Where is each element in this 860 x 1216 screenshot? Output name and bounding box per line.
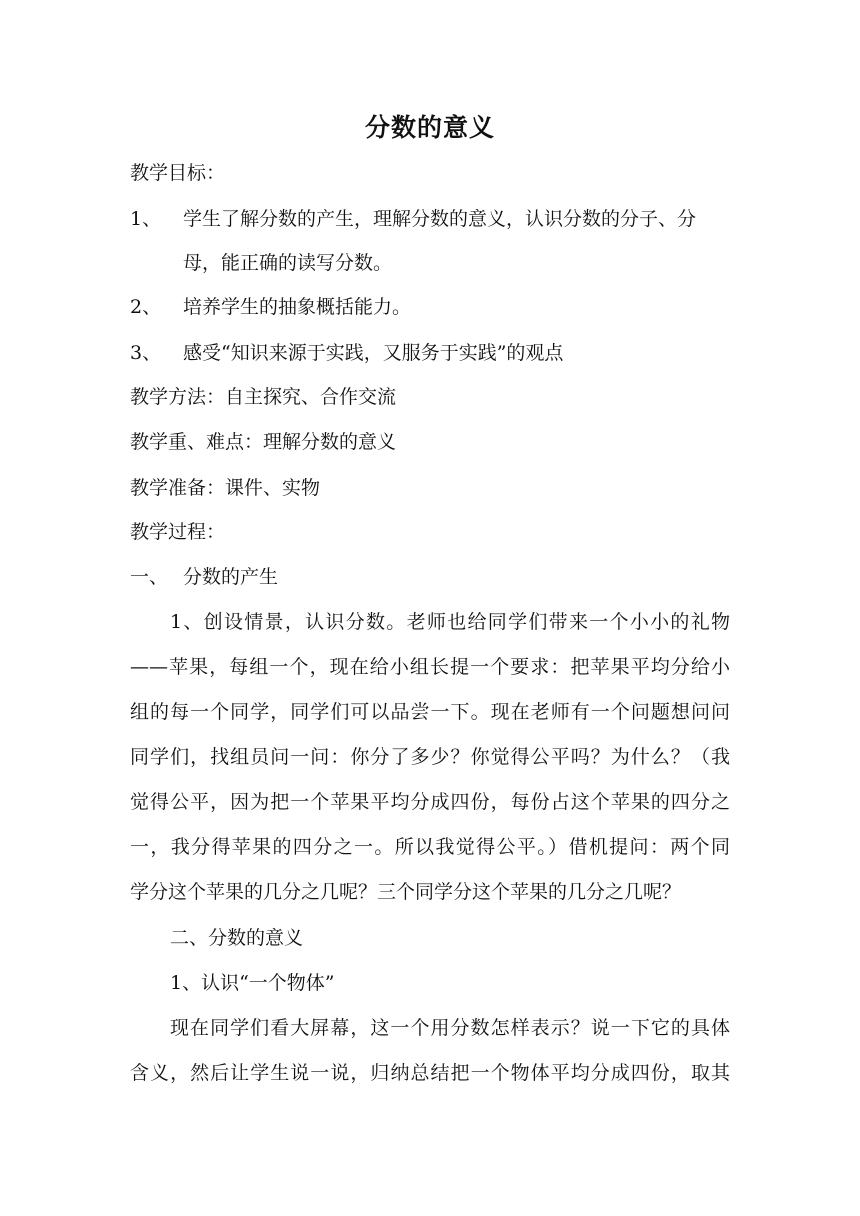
paragraph-1-line-2: ——苹果，每组一个，现在给小组长提一个要求：把苹果平均分给小 xyxy=(130,656,730,678)
document-title: 分数的意义 xyxy=(364,113,495,142)
goal-text-line: 学生了解分数的产生，理解分数的意义，认识分数的分子、分 xyxy=(183,208,697,230)
paragraph-1-line-1: 1、创设情景，认识分数。老师也给同学们带来一个小小的礼物 xyxy=(170,611,730,633)
process-heading: 教学过程： xyxy=(130,521,226,543)
paragraph-1-line-6: 一，我分得苹果的四分之一。所以我觉得公平。）借机提问：两个同 xyxy=(130,836,730,858)
paragraph-2-line-1: 现在同学们看大屏幕，这一个用分数怎样表示？说一下它的具体 xyxy=(170,1017,730,1039)
section-1-heading xyxy=(130,561,730,593)
paragraph-2-line-2: 含义，然后让学生说一说，归纳总结把一个物体平均分成四份，取其 xyxy=(130,1062,730,1084)
goal-number: 2、 xyxy=(130,296,162,318)
goal-item-2 xyxy=(130,291,730,323)
paragraph-1-line-5: 觉得公平，因为把一个苹果平均分成四份，每份占这个苹果的四分之 xyxy=(130,791,730,813)
goals-heading: 教学目标： xyxy=(130,162,226,184)
goal-number: 1、 xyxy=(130,208,162,230)
paragraph-1-line-3: 组的每一个同学，同学们可以品尝一下。现在老师有一个问题想问问 xyxy=(130,701,730,723)
goal-text-line: 培养学生的抽象概括能力。 xyxy=(183,296,412,318)
key-points: 教学重、难点：理解分数的意义 xyxy=(130,431,397,453)
paragraph-1-line-7: 学分这个苹果的几分之几呢？三个同学分这个苹果的几分之几呢？ xyxy=(130,881,682,903)
section-2-heading: 二、分数的意义 xyxy=(170,927,304,949)
goal-item-1-continuation: 母，能正确的读写分数。 xyxy=(183,252,393,274)
teaching-preparation: 教学准备：课件、实物 xyxy=(130,477,321,499)
section-title: 分数的产生 xyxy=(183,566,279,588)
section-number: 一、 xyxy=(130,566,169,588)
goal-item-1 xyxy=(130,203,730,235)
goal-number: 3、 xyxy=(130,342,162,364)
paragraph-1-line-4: 同学们，找组员问一问：你分了多少？你觉得公平吗？为什么？（我 xyxy=(130,746,730,768)
teaching-method: 教学方法：自主探究、合作交流 xyxy=(130,386,397,408)
goal-text-line: 感受“知识来源于实践，又服务于实践”的观点 xyxy=(183,342,564,364)
subsection-1-heading: 1、认识“一个物体” xyxy=(170,972,335,994)
goal-item-3 xyxy=(130,337,730,369)
